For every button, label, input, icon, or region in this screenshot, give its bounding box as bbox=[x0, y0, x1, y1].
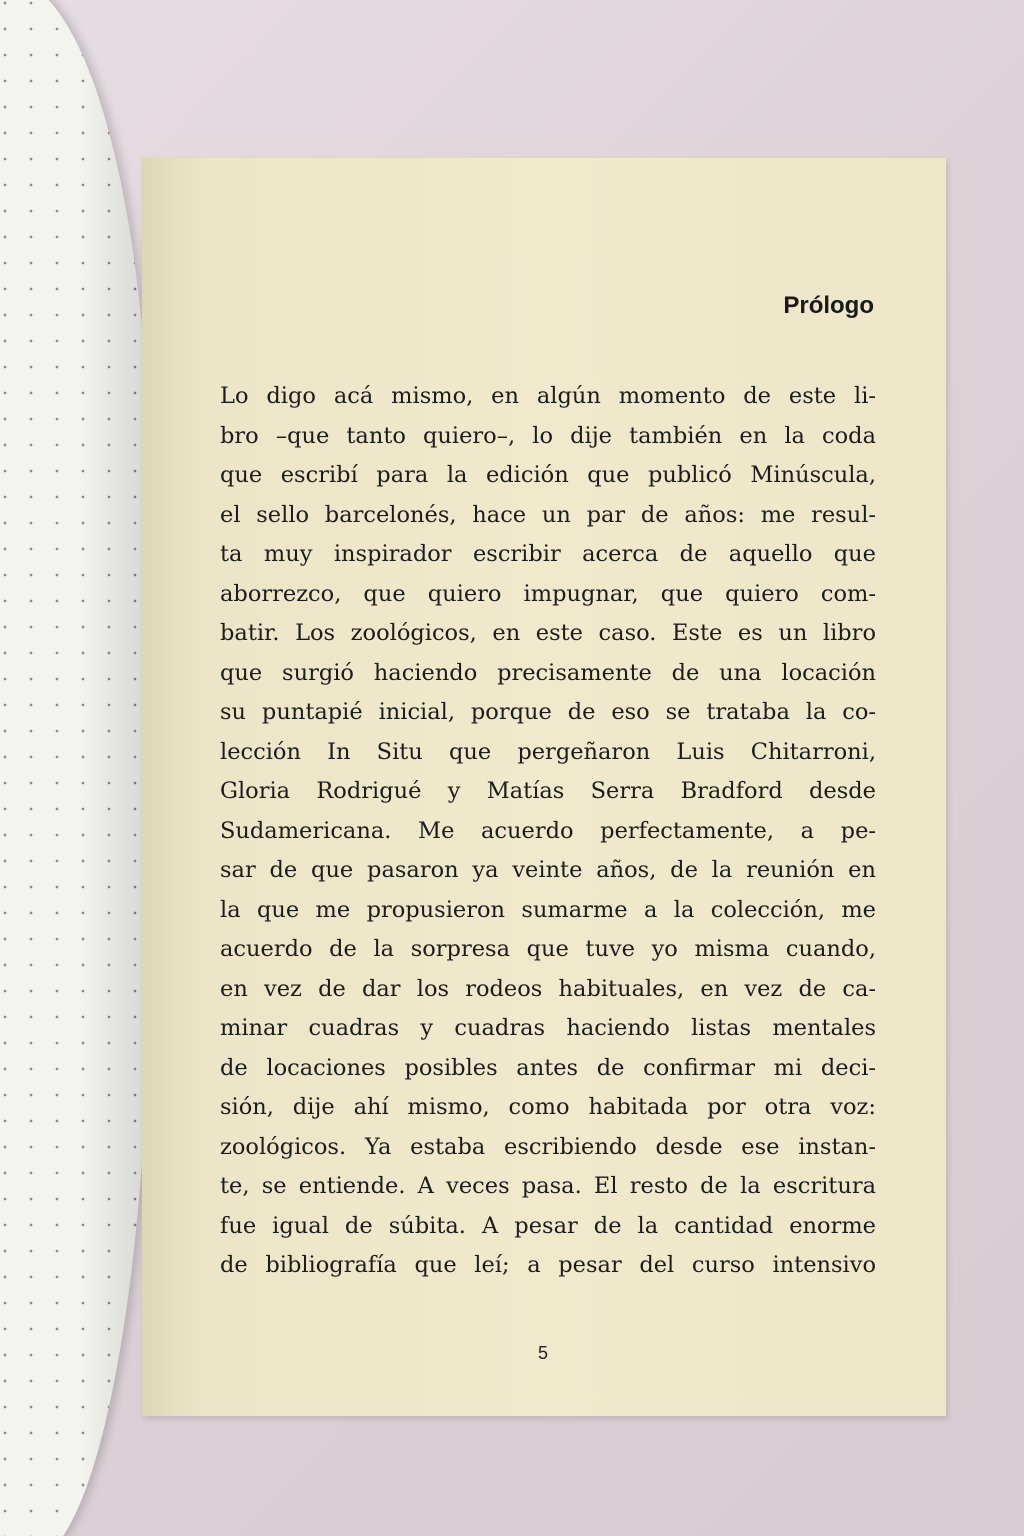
text-line: minar cuadras y cuadras haciendo listas mentales bbox=[220, 1015, 876, 1041]
text-line: bro –que tanto quiero–, lo dije también en la coda bbox=[220, 422, 876, 449]
text-line: Lo digo acá mismo, en algún momento de este li- bbox=[220, 383, 876, 409]
dotted-notebook-page bbox=[0, 0, 150, 1536]
text-line: batir. Los zoológicos, en este caso. Este es un libro bbox=[220, 620, 876, 646]
text-line: Gloria Rodrigué y Matías Serra Bradford desde bbox=[220, 778, 876, 804]
text-line: sar de que pasaron ya veinte años, de la reunión en bbox=[220, 857, 876, 883]
text-line: de bibliografía que leí; a pesar del curso intensivo bbox=[220, 1252, 876, 1278]
text-line: de locaciones posibles antes de confirmar mi deci- bbox=[220, 1054, 876, 1081]
text-line: la que me propusieron sumarme a la colección, me bbox=[220, 896, 876, 923]
page-curve-shadow bbox=[80, 0, 150, 1536]
text-line: acuerdo de la sorpresa que tuve yo misma cuando, bbox=[220, 936, 876, 962]
text-line: que escribí para la edición que publicó Minúscula, bbox=[220, 462, 876, 488]
text-line: su puntapié inicial, porque de eso se trataba la co- bbox=[220, 699, 876, 725]
text-line: el sello barcelonés, hace un par de años: me resul- bbox=[220, 501, 876, 528]
text-line: zoológicos. Ya estaba escribiendo desde ese instan- bbox=[220, 1133, 876, 1160]
text-line: que surgió haciendo precisamente de una locación bbox=[220, 659, 876, 686]
text-line: te, se entiende. A veces pasa. El resto de la escritura bbox=[220, 1173, 876, 1199]
prologue-text bbox=[220, 377, 876, 1286]
text-line: lección In Situ que pergeñaron Luis Chitarroni, bbox=[220, 738, 876, 765]
text-line: ta muy inspirador escribir acerca de aquello que bbox=[220, 541, 876, 567]
text-line: fue igual de súbita. A pesar de la cantidad enorme bbox=[220, 1212, 876, 1239]
page-number: 5 bbox=[538, 1343, 549, 1363]
text-line: aborrezco, que quiero impugnar, que quiero com- bbox=[220, 580, 876, 607]
chapter-title: Prólogo bbox=[783, 292, 874, 319]
text-line: en vez de dar los rodeos habituales, en vez de ca- bbox=[220, 975, 876, 1002]
text-line: sión, dije ahí mismo, como habitada por otra voz: bbox=[220, 1094, 876, 1120]
text-line: Sudamericana. Me acuerdo perfectamente, a pe- bbox=[220, 817, 876, 844]
